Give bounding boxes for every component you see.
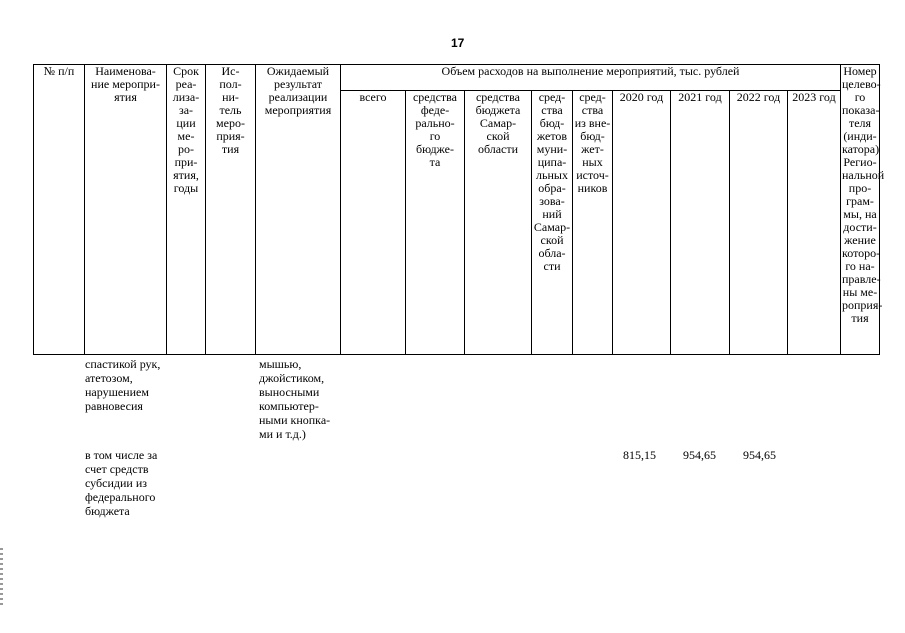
header-total: всего [341, 91, 406, 355]
header-expenses: Объем расходов на выполнение мероприятий, тыс. рублей [341, 65, 841, 91]
value-2020: 815,15 [623, 448, 656, 462]
header-name: Наименова- ние меропри- ятия [85, 65, 167, 355]
header-federal: средства феде- рально- го бюдже- та [406, 91, 465, 355]
header-regional: средства бюджета Самар- ской области [465, 91, 532, 355]
result-continuation: мышью, джойстиком, выносными компьютер- ными кнопка- ми и т.д.) [259, 357, 331, 441]
value-2022: 954,65 [743, 448, 776, 462]
expenses-table [33, 64, 885, 355]
subsidy-label: в том числе за счет средств субсидии из федерального бюджета [85, 448, 158, 518]
header-result: Ожидаемый результат реализации мероприятия [256, 65, 341, 355]
header-municipal: сред- ства бюд- жетов муни- ципа- льных обра- зова- ний Самар- ской обла- сти [532, 91, 573, 355]
header-2022: 2022 год [730, 91, 788, 355]
header-2020: 2020 год [613, 91, 671, 355]
value-2021: 954,65 [683, 448, 716, 462]
header-2021: 2021 год [671, 91, 730, 355]
header-num: № п/п [34, 65, 85, 355]
header-executor: Ис- пол- ни- тель меро- прия- тия [206, 65, 256, 355]
scan-edge-mark [0, 548, 3, 608]
page-number: 17 [451, 36, 465, 50]
name-continuation: спастикой рук, атетозом, нарушением равновесия [85, 357, 161, 413]
header-indicator: Номер целево- го показа- теля (инди- катора) Регио- нальной про- грам- мы, на дости- жение которо- го на- правле- ны ме- роприя- тия [841, 65, 880, 355]
header-offbudget: сред- ства из вне- бюд- жет- ных источ- ников [573, 91, 613, 355]
header-2023: 2023 год [788, 91, 841, 355]
header-term: Срок реа- лиза- за- ции ме- ро- при- ятия, годы [167, 65, 206, 355]
